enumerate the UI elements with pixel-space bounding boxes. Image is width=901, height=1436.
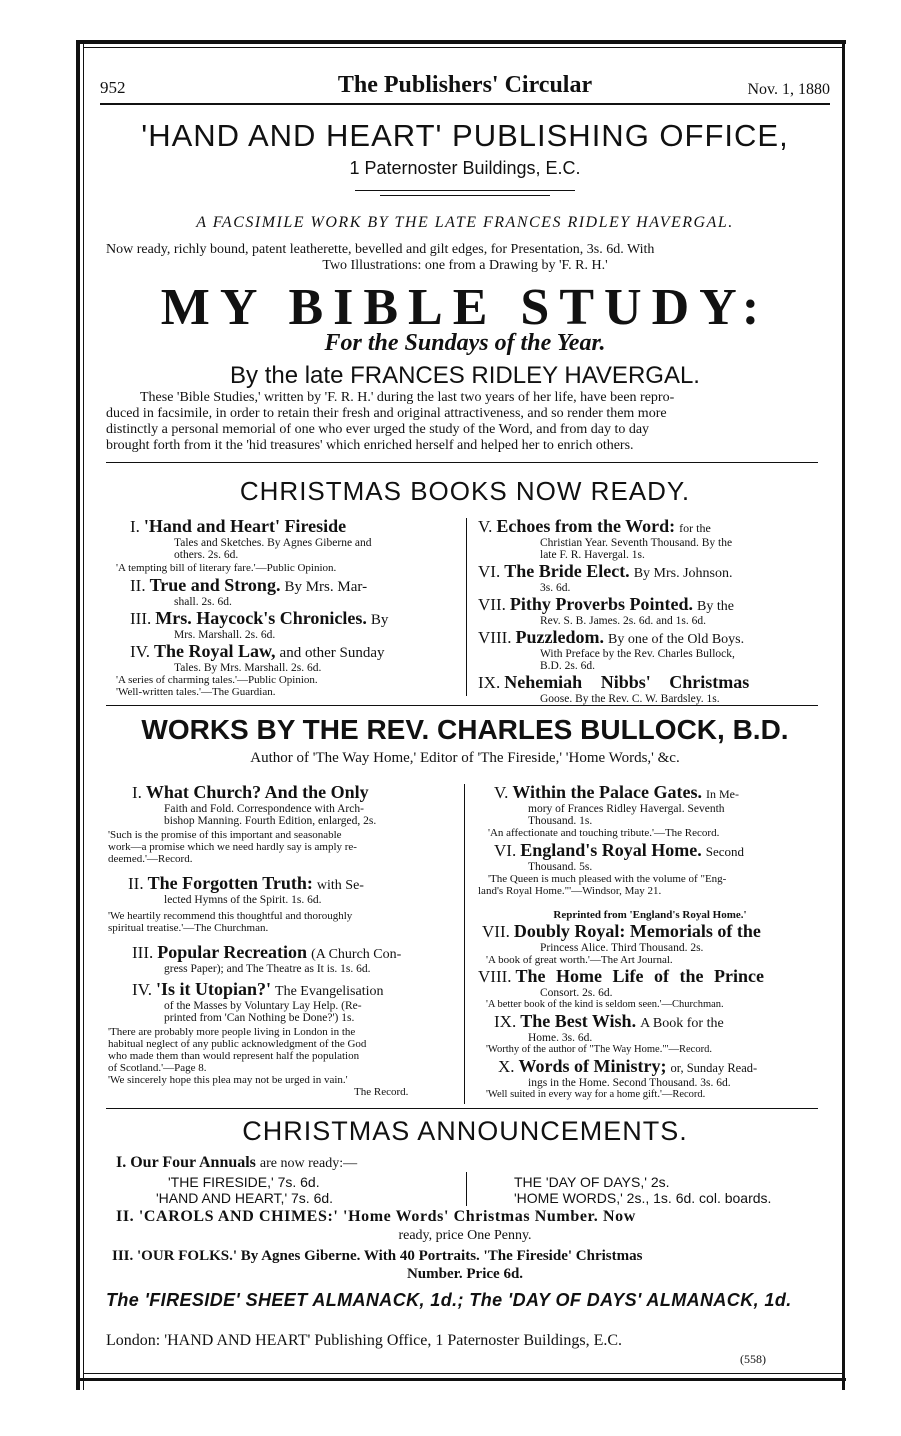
book-entry [108,873,456,906]
description-line: These 'Bible Studies,' written by 'F. R. H.' during the last two years of her life, have been repro- [140,390,675,405]
entry-numeral: V. [494,783,509,802]
christmas-books-right [478,516,820,705]
column-divider-2 [464,784,465,1104]
entry-numeral: VIII. [478,967,512,986]
entry-numeral: V. [478,517,493,536]
folks-line-2: Number. Price 6d. [406,1266,524,1282]
bottom-border-thin [84,1373,844,1374]
facsimile-note-2: Two Illustrations: one from a Drawing by 'F. R. H.' [322,258,608,273]
entry-title: The Bride Elect. [504,561,630,581]
left-border-thick [76,40,80,1390]
entry-detail: Faith and Fold. Correspondence with Arch- [164,803,364,815]
entry-detail: gress Paper); and The Theatre as It is. 1s. 6d. [164,963,371,975]
book-entry [478,594,820,627]
entry-tail: By Mrs. Johnson. [633,566,733,581]
entry-title: 'Is it Utopian?' [156,979,272,999]
entry-detail: 'Well suited in every way for a home gift.'—Record. [486,1089,706,1100]
entry-title: 'Hand and Heart' Fireside [143,516,347,536]
entry-detail: Tales and Sketches. By Agnes Giberne and [174,537,372,549]
entry-detail: Consort. 2s. 6d. [540,987,613,999]
quote-line: land's Royal Home."'—Windsor, May 21. [478,885,662,897]
quote-line: 'The Queen is much pleased with the volume of "Eng- [488,873,727,885]
quote-line: who made them than would represent half the population [108,1050,360,1062]
book-entry [478,840,822,873]
office-name: 'HAND AND HEART' PUBLISHING OFFICE, [141,118,789,153]
entry-detail: late F. R. Havergal. 1s. [540,549,645,561]
review-quote: 'A series of charming tales.'—Public Opinion. [116,674,318,686]
page-header [100,72,830,102]
entry-numeral: X. [498,1057,515,1076]
section-rule-2 [106,705,818,706]
announcements-heading: CHRISTMAS ANNOUNCEMENTS. [242,1116,688,1146]
entry-detail: Mrs. Marshall. 2s. 6d. [174,629,276,641]
entry-numeral: III. [132,943,154,962]
entry-title: England's Royal Home. [520,840,702,860]
entry-detail: B.D. 2s. 6d. [540,660,595,672]
header-rule [100,103,830,105]
entry-numeral: VII. [482,922,510,941]
book-author: By the late FRANCES RIDLEY HAVERGAL. [230,362,700,389]
entry-tail: By one of the Old Boys. [608,632,745,647]
entry-numeral: VI. [478,562,501,581]
description-line: distinctly a personal memorial of one who ever urged the study of the Word, and from day to day [106,422,650,437]
annuals-right [514,1174,771,1206]
entry-numeral: VII. [478,595,506,614]
entry-title: Mrs. Haycock's Chronicles. [155,608,367,628]
description-line: duced in facsimile, in order to retain their fresh and original attractiveness, and so render them more [106,406,667,421]
quote-line: deemed.'—Record. [108,853,193,865]
entry-detail: lected Hymns of the Spirit. 1s. 6d. [164,894,322,906]
entry-detail: Princess Alice. Third Thousand. 2s. [540,942,704,954]
review-quote: 'Well-written tales.'—The Guardian. [116,686,276,698]
description-line: brought forth from it the 'hid treasures' which enriched herself and helped her to enrich others. [106,438,634,453]
right-border [842,40,845,1390]
issue-date: Nov. 1, 1880 [747,81,830,98]
book-entry [478,1056,822,1101]
entry-title: The Home Life of the Prince [515,966,764,986]
entry-title: Popular Recreation [157,942,308,962]
entry-detail: bishop Manning. Fourth Edition, enlarged, 2s. [164,815,377,827]
entry-numeral: III. [130,609,152,628]
entry-tail: The Evangelisation [275,984,384,999]
carols-line-2: ready, price One Penny. [398,1228,532,1243]
book-entry [130,516,456,561]
top-border [76,40,846,44]
entry-numeral: VI. [494,841,517,860]
annual-entry: 'HOME WORDS,' 2s., 1s. 6d. col. boards. [514,1190,772,1206]
facsimile-description [106,390,830,454]
entry-title: Words of Ministry; [518,1056,667,1076]
entry-tail: with Se- [316,878,364,893]
quote-line: 'Such is the promise of this important and seasonable [108,829,342,841]
review-quote [108,910,456,934]
quote-line: habitual neglect of any public acknowledgment of the God [108,1038,367,1050]
book-entry [478,561,820,594]
entry-title: Pithy Proverbs Pointed. [509,594,694,614]
review-quote [108,1026,456,1098]
entry-detail: Goose. By the Rev. C. W. Bardsley. 1s. [540,693,720,705]
entry-numeral: IV. [132,980,152,999]
entry-detail: Thousand. 5s. [528,861,593,873]
entry-tail: By [370,612,389,628]
entry-detail: printed from 'Can Nothing be Done?') 1s. [164,1012,355,1024]
facsimile-note-1: Now ready, richly bound, patent leatherette, bevelled and gilt edges, for Presentation, 3s. 6d. With [106,242,655,257]
entry-detail: Rev. S. B. James. 2s. 6d. and 1s. 6d. [540,615,707,627]
top-border-thin [84,47,844,48]
entry-title: Doubly Royal: Memorials of the [513,921,761,941]
section-rule-3 [106,1108,818,1109]
annuals-line [116,1154,357,1172]
quote-line: spiritual treatise.'—The Churchman. [108,922,269,934]
annual-entry: 'THE FIRESIDE,' 7s. 6d. [168,1174,320,1190]
entry-title: Echoes from the Word: [496,516,676,536]
entry-title: The Best Wish. [520,1011,637,1031]
book-entry [478,782,822,827]
review-quote: 'An affectionate and touching tribute.'—The Record. [488,827,720,839]
entry-tail: By Mrs. Mar- [284,579,368,595]
annuals-tail: are now ready:— [259,1156,358,1171]
book-entry [108,979,456,1024]
entry-tail: and other Sunday [279,645,385,661]
quote-line: 'We heartily recommend this thoughtful and thoroughly [108,910,353,922]
entry-tail: By the [697,599,734,614]
book-entry [130,641,456,674]
book-subtitle: For the Sundays of the Year. [324,330,606,356]
annual-entry: THE 'DAY OF DAYS,' 2s. [514,1174,670,1190]
review-quote: 'A tempting bill of literary fare.'—Public Opinion. [116,562,337,574]
facsimile-heading: A FACSIMILE WORK BY THE LATE FRANCES RIDLEY HAVERGAL. [196,214,734,231]
quote-line: 'We sincerely hope this plea may not be urged in vain.' [108,1074,348,1086]
entry-tail: for the [679,521,711,535]
book-entry [108,782,456,827]
entry-numeral: II. [128,874,144,893]
book-entry [130,608,456,641]
entry-detail: With Preface by the Rev. Charles Bullock, [540,648,735,660]
entry-detail: Tales. By Mrs. Marshall. 2s. 6d. [174,662,322,674]
quote-line: work—a promise which we need hardly say is amply re- [108,841,357,853]
book-entry [108,942,456,975]
entry-detail: 'A book of great worth.'—The Art Journal. [486,954,673,966]
annuals-left [156,1174,333,1206]
book-entry [478,966,822,1011]
entry-detail: shall. 2s. 6d. [174,596,232,608]
entry-numeral: I. [130,517,140,536]
bullock-left [108,782,456,1098]
review-quote [108,829,456,865]
entry-title: Nehemiah Nibbs' Christmas [504,672,750,692]
entry-title: The Royal Law, [154,641,276,661]
carols-line-1: II. 'CAROLS AND CHIMES:' 'Home Words' Christmas Number. Now [116,1208,636,1225]
entry-numeral: IV. [130,642,150,661]
entry-tail: A Book for the [640,1016,724,1031]
book-entry [478,921,822,966]
annuals-label: I. Our Four Annuals [116,1154,256,1171]
almanack-line: The 'FIRESIDE' SHEET ALMANACK, 1d.; The 'DAY OF DAYS' ALMANACK, 1d. [106,1290,792,1310]
folks-line-1: III. 'OUR FOLKS.' By Agnes Giberne. With 40 Portraits. 'The Fireside' Christmas [112,1248,643,1264]
imprint-line: London: 'HAND AND HEART' Publishing Office, 1 Paternoster Buildings, E.C. [106,1332,623,1349]
short-rule-1 [355,190,575,191]
entry-detail: of the Masses by Voluntary Lay Help. (Re- [164,1000,362,1012]
entry-detail: Christian Year. Seventh Thousand. By the [540,537,733,549]
annuals-divider [466,1172,467,1206]
journal-title: The Publishers' Circular [337,72,593,98]
bottom-border [76,1378,846,1381]
entry-detail: ings in the Home. Second Thousand. 3s. 6d. [528,1077,731,1089]
review-quote [478,873,822,897]
quote-line: 'There are probably more people living in London in the [108,1026,356,1038]
bullock-heading: WORKS BY THE REV. CHARLES BULLOCK, B.D. [141,714,789,745]
annual-entry: 'HAND AND HEART,' 7s. 6d. [156,1190,334,1206]
reprint-note: Reprinted from 'England's Royal Home.' [553,909,747,921]
entry-numeral: II. [130,576,146,595]
book-entry [478,516,820,561]
book-entry [478,627,820,672]
quote-line: of Scotland.'—Page 8. [108,1062,207,1074]
christmas-books-left [116,516,456,698]
entry-title: Puzzledom. [515,627,604,647]
entry-detail: Thousand. 1s. [528,815,593,827]
entry-numeral: IX. [478,673,501,692]
book-title: MY BIBLE STUDY: [160,279,770,336]
entry-numeral: VIII. [478,628,512,647]
page-number: 952 [100,78,126,97]
book-entry [478,1011,822,1056]
entry-title: True and Strong. [149,575,281,595]
entry-detail: 'A better book of the kind is seldom seen.'—Churchman. [486,999,724,1010]
entry-numeral: I. [132,783,142,802]
short-rule-2 [380,195,550,196]
christmas-books-heading: CHRISTMAS BOOKS NOW READY. [239,476,691,506]
entry-title: What Church? And the Only [145,782,369,802]
entry-tail: (A Church Con- [311,947,402,962]
bullock-right [478,782,822,1101]
bullock-subheading: Author of 'The Way Home,' Editor of 'The Fireside,' 'Home Words,' &c. [250,750,680,766]
entry-detail: others. 2s. 6d. [174,549,239,561]
book-entry [478,672,820,705]
entry-title: The Forgotten Truth: [147,873,313,893]
office-address: 1 Paternoster Buildings, E.C. [349,158,581,178]
entry-tail: In Me- [706,787,739,801]
entry-detail: 'Worthy of the author of "The Way Home."'—Record. [486,1044,712,1055]
entry-detail: mory of Frances Ridley Havergal. Seventh [528,803,725,815]
entry-detail: 3s. 6d. [540,582,571,594]
entry-tail: Second [705,844,745,859]
entry-title: Within the Palace Gates. [512,782,702,802]
section-rule-1 [106,462,818,463]
entry-detail: Home. 3s. 6d. [528,1032,593,1044]
column-divider-1 [466,518,467,696]
entry-tail: or, Sunday Read- [670,1061,758,1075]
quote-line: The Record. [354,1086,409,1098]
entry-numeral: IX. [494,1012,517,1031]
book-entry [130,575,456,608]
folio-number: (558) [740,1352,766,1366]
left-border-thin [83,40,84,1390]
